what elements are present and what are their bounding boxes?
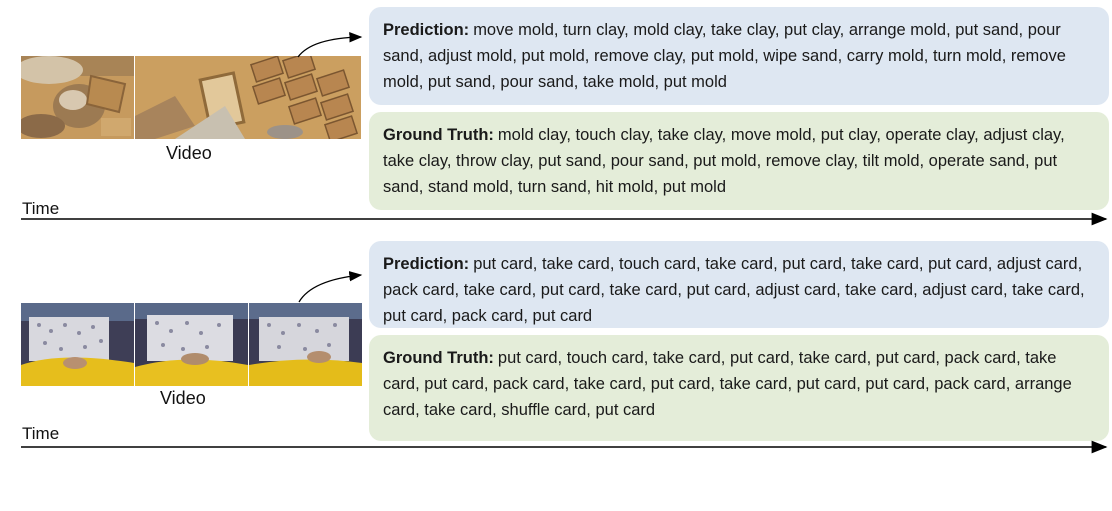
time-label: Time — [22, 199, 60, 218]
curved-arrow-2 — [299, 275, 361, 302]
ground-truth-text: put card, touch card, take card, put card, take card, put card, pack card, take card, put card, pack card, take card, put card, take card, put card, put card, pack card, arrange card, take card, shuffle card, put card — [383, 349, 1072, 419]
curved-arrow-1 — [298, 37, 361, 57]
video-label: Video — [160, 388, 206, 408]
video-label: Video — [166, 143, 212, 163]
prediction-label: Prediction: — [383, 21, 470, 39]
prediction-label: Prediction: — [383, 255, 470, 273]
time-label: Time — [22, 424, 60, 443]
prediction-text: put card, take card, touch card, take card, put card, take card, put card, adjust card, pack card, take card, put card, take card, put card, adjust card, take card, adjust card, take card, put card, pack card, put card — [383, 255, 1085, 325]
ground-truth-text: mold clay, touch clay, take clay, move mold, put clay, operate clay, adjust clay, take clay, throw clay, put sand, pour sand, put mold, remove clay, tilt mold, operate sand, put sand, stand mold, turn sand, hit mold, put mold — [383, 126, 1065, 196]
ground-truth-label: Ground Truth: — [383, 349, 494, 367]
ground-truth-label: Ground Truth: — [383, 126, 494, 144]
prediction-text: move mold, turn clay, mold clay, take clay, put clay, arrange mold, put sand, pour sand, adjust mold, put mold, remove clay, put mold, wipe sand, carry mold, turn mold, remove mold, put sand, pour sand, take mold, put mold — [383, 21, 1066, 91]
